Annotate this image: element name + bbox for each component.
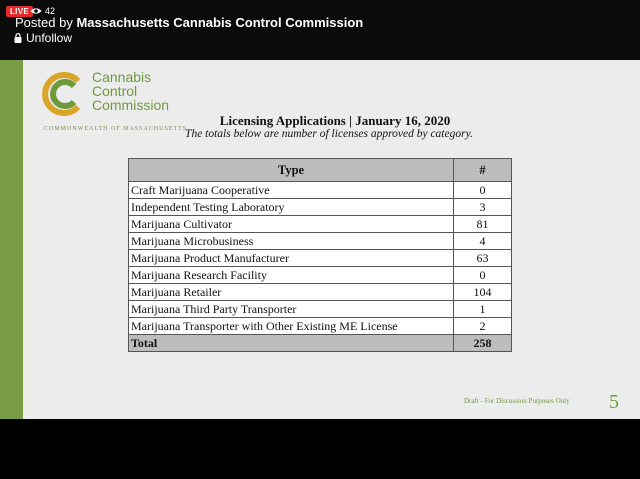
logo-line-1: Cannabis — [92, 69, 152, 85]
row-type: Independent Testing Laboratory — [129, 199, 454, 216]
draft-footer-note: Draft - For Discussion Purposes Only — [464, 397, 570, 405]
row-count: 2 — [454, 318, 512, 335]
eye-icon — [30, 7, 42, 15]
live-badge: LIVE — [6, 6, 33, 17]
row-type: Craft Marijuana Cooperative — [129, 182, 454, 199]
viewer-count-value: 42 — [45, 6, 56, 16]
live-overlay-bar — [0, 0, 640, 60]
row-type: Marijuana Retailer — [129, 284, 454, 301]
table-row — [129, 216, 512, 233]
table-row — [129, 267, 512, 284]
presentation-slide — [0, 60, 640, 419]
licenses-table — [128, 158, 512, 352]
table-row — [129, 301, 512, 318]
table-row — [129, 233, 512, 250]
bottom-letterbox — [0, 419, 640, 479]
table-row — [129, 182, 512, 199]
logo-line-3: Commission — [92, 97, 170, 113]
table-row — [129, 318, 512, 335]
logo-line-2: Control — [92, 83, 138, 99]
row-type: Marijuana Research Facility — [129, 267, 454, 284]
slide-subtitle: The totals below are number of licenses approved by category. — [185, 128, 473, 140]
total-label: Total — [129, 335, 454, 352]
logo-subtitle: COMMONWEALTH OF MASSACHUSETTS — [44, 126, 188, 132]
row-type: Marijuana Cultivator — [129, 216, 454, 233]
table-header-row — [129, 159, 512, 182]
row-count: 3 — [454, 199, 512, 216]
row-count: 0 — [454, 267, 512, 284]
row-count: 104 — [454, 284, 512, 301]
row-type: Marijuana Microbusiness — [129, 233, 454, 250]
total-count: 258 — [454, 335, 512, 352]
table-row — [129, 199, 512, 216]
row-type: Marijuana Transporter with Other Existing ME License — [129, 318, 454, 335]
table-row — [129, 284, 512, 301]
table-row — [129, 250, 512, 267]
row-count: 1 — [454, 301, 512, 318]
table-total-row — [129, 335, 512, 352]
header-count: # — [454, 159, 512, 182]
lock-icon — [14, 33, 22, 43]
row-count: 0 — [454, 182, 512, 199]
row-count: 63 — [454, 250, 512, 267]
header-type: Type — [129, 159, 454, 182]
row-type: Marijuana Product Manufacturer — [129, 250, 454, 267]
row-type: Marijuana Third Party Transporter — [129, 301, 454, 318]
commission-logo-mark-icon — [40, 72, 88, 116]
row-count: 81 — [454, 216, 512, 233]
posted-by-line — [15, 15, 363, 30]
poster-name[interactable]: Massachusetts Cannabis Control Commission — [76, 15, 364, 30]
logo-wordmark — [92, 70, 169, 112]
unfollow-label: Unfollow — [26, 31, 73, 45]
posted-prefix: Posted by — [15, 15, 73, 30]
row-count: 4 — [454, 233, 512, 250]
slide-page-number: 5 — [609, 391, 619, 413]
slide-title: Licensing Applications | January 16, 2020 — [219, 113, 451, 128]
unfollow-button[interactable] — [14, 31, 72, 45]
